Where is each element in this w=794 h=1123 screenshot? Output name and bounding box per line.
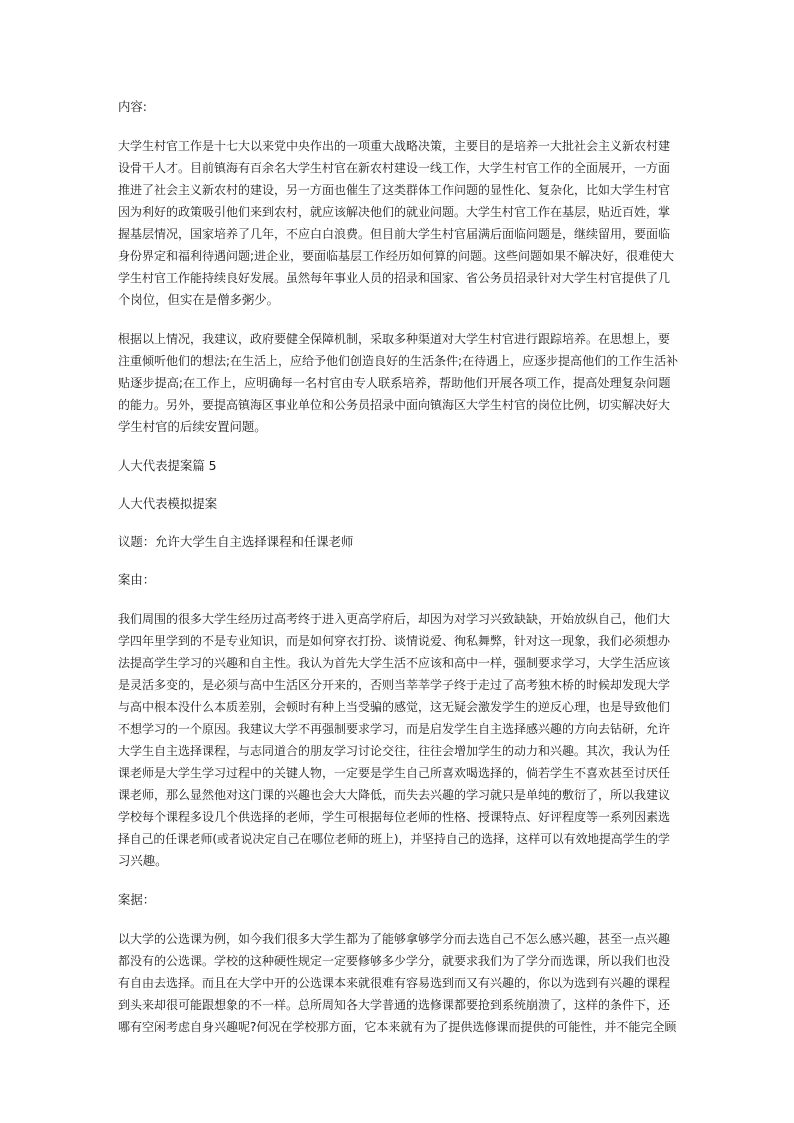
text-line: 都没有的公选课。学校的这种硬性规定一定要修够多少学分，就要求我们为了学分而选课，所以我们也没	[118, 954, 671, 968]
text-line: 大学生自主选择课程，与志同道合的朋友学习讨论交往，往往会增加学生的动力和兴趣。其次，我认为任	[118, 744, 671, 758]
case-basis-label: 案据：	[118, 892, 156, 907]
text-line: 握基层情况，国家培养了几年，不应白白浪费。但目前大学生村官届满后面临问题是，继续留用，要面临	[118, 227, 671, 241]
text-line: 是灵活多变的，是必须与高中生活区分开来的，否则当莘莘学子终于走过了高考独木桥的时候却发现大学	[118, 678, 671, 692]
text-line: 不想学习的一个原因。我建议大学不再强制要求学习，而是启发学生自主选择感兴趣的方向去钻研，允许	[118, 722, 671, 736]
text-line: 法提高学生学习的兴趣和自主性。我认为首先大学生活不应该和高中一样，强制要求学习，大学生活应该	[118, 656, 671, 670]
text-line: 以大学的公选课为例，如今我们很多大学生都为了能够拿够学分而去选自己不怎么感兴趣，甚至一点兴趣	[118, 932, 671, 946]
paragraph-case-reason	[118, 608, 678, 872]
text-line: 身份界定和福利待遇问题;进企业，要面临基层工作经历如何算的问题。这些问题如果不解决好，很难使大	[118, 249, 675, 263]
text-line: 我们周围的很多大学生经历过高考终于进入更高学府后，却因为对学习兴致缺缺，开始放纵自己，他们大	[118, 612, 671, 626]
text-line: 哪有空闲考虑自身兴趣呢?何况在学校那方面，它本来就有为了提供选修课而提供的可能性，并不能完全顾	[118, 1020, 677, 1034]
text-line: 的能力。另外，要提高镇海区事业单位和公务员招录中面向镇海区大学生村官的岗位比例，切实解决好大	[118, 398, 671, 412]
topic-line: 议题：允许大学生自主选择课程和任课老师	[118, 534, 354, 549]
paragraph-case-basis	[118, 928, 678, 1038]
text-line: 课老师，那么显然他对这门课的兴趣也会大大降低，而失去兴趣的学习就只是单纯的敷衍了，所以我建议	[118, 788, 671, 802]
text-line: 到头来却很可能跟想象的不一样。总所周知各大学普通的选修课都要抢到系统崩溃了，这样的条件下，还	[118, 998, 671, 1012]
text-line: 根据以上情况，我建议，政府要健全保障机制，采取多种渠道对大学生村官进行跟踪培养。在思想上，要	[118, 332, 671, 346]
text-line: 个岗位，但实在是僧多粥少。	[118, 292, 280, 307]
text-line: 择自己的任课老师(或者说决定自己在哪位老师的班上)，并坚持自己的选择，这样可以有效地提高学生的学	[118, 832, 670, 846]
text-line: 设骨干人才。目前镇海有百余名大学生村官在新农村建设一线工作，大学生村官工作的全面展开，一方面	[118, 161, 671, 175]
text-line: 学生村官的后续安置问题。	[118, 419, 267, 434]
text-line: 与高中根本没什么本质差别，会顿时有种上当受骗的感觉，这无疑会激发学生的逆反心理，也是导致他们	[118, 700, 671, 714]
case-reason-label: 案由：	[118, 572, 156, 587]
text-line: 课老师是大学生学习过程中的关键人物，一定要是学生自己所喜欢喝选择的，倘若学生不喜欢甚至讨厌任	[118, 766, 671, 780]
text-line: 学四年里学到的不是专业知识，而是如何穿衣打扮、谈情说爱、徇私舞弊，针对这一现象，我们必须想办	[118, 634, 671, 648]
paragraph-village-official-issue	[118, 135, 678, 311]
paragraph-suggestion	[118, 328, 678, 438]
proposal-heading: 人大代表提案篇 5	[118, 458, 217, 473]
content-label: 内容:	[118, 99, 147, 114]
text-line: 学生村官工作能持续良好发展。虽然每年事业人员的招录和国家、省公务员招录针对大学生村官提供了几	[118, 271, 671, 285]
text-line: 有自由去选择。而且在大学中开的公选课本来就很难有容易选到而又有兴趣的，你以为选到有兴趣的课程	[118, 976, 671, 990]
mock-proposal-heading: 人大代表模拟提案	[118, 496, 218, 511]
text-line: 习兴趣。	[118, 853, 168, 868]
text-line: 大学生村官工作是十七大以来党中央作出的一项重大战略决策，主要目的是培养一大批社会主义新农村建	[118, 139, 671, 153]
text-line: 学校每个课程多设几个供选择的老师，学生可根据每位老师的性格、授课特点、好评程度等一系列因素选	[118, 810, 671, 824]
text-line: 因为利好的政策吸引他们来到农村，就应该解决他们的就业问题。大学生村官工作在基层，贴近百姓，掌	[118, 205, 671, 219]
document-page	[118, 96, 678, 1038]
text-line: 贴逐步提高;在工作上，应明确每一名村官由专人联系培养，帮助他们开展各项工作，提高处理复杂问题	[118, 376, 671, 390]
text-line: 推进了社会主义新农村的建设，另一方面也催生了这类群体工作问题的显性化、复杂化，比如大学生村官	[118, 183, 671, 197]
text-line: 注重倾听他们的想法;在生活上，应给予他们创造良好的生活条件;在待遇上，应逐步提高他们的工作生活补	[118, 354, 679, 368]
